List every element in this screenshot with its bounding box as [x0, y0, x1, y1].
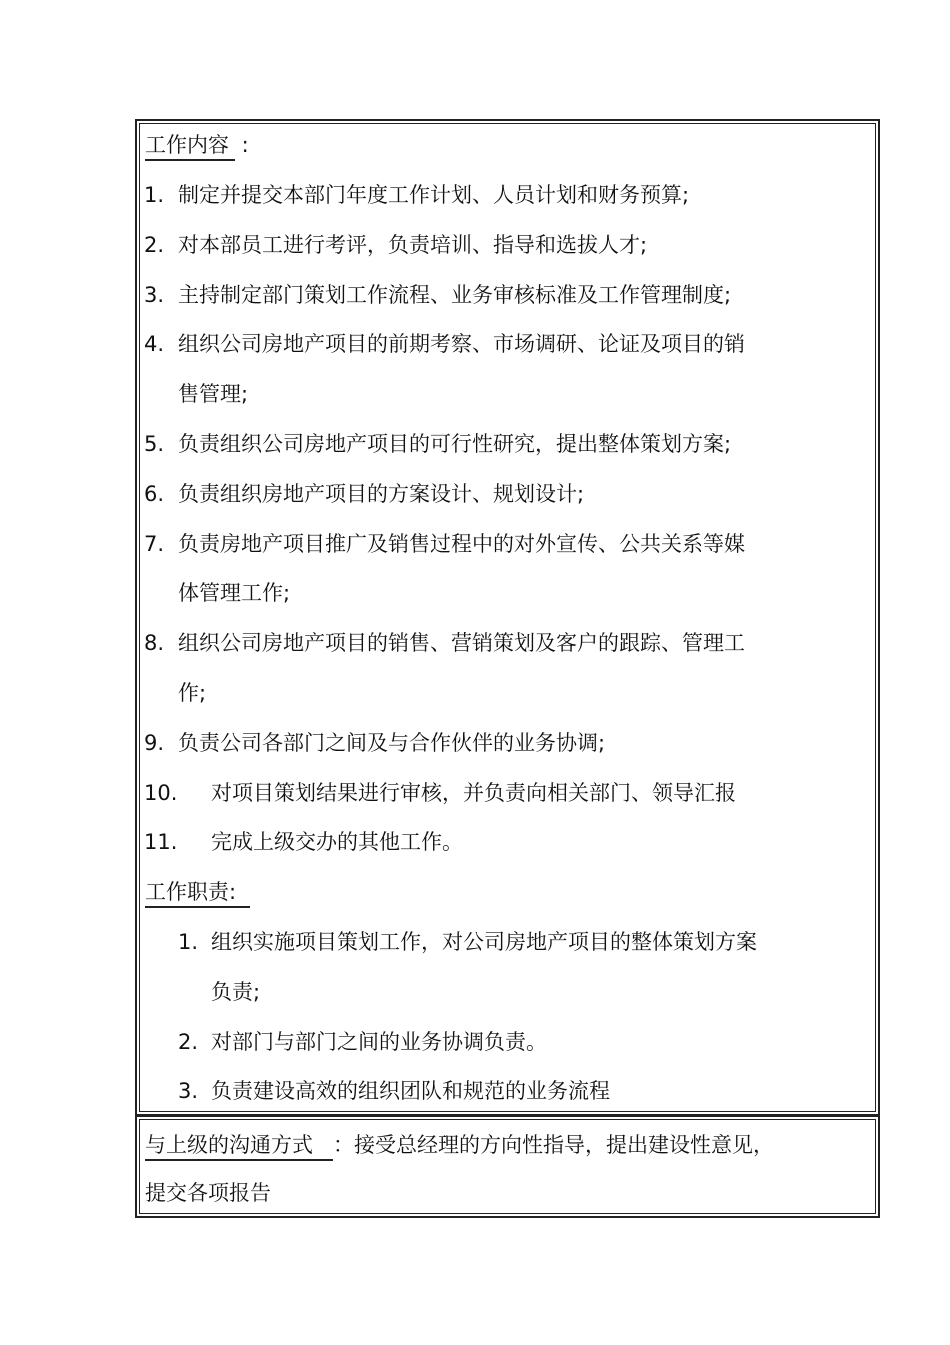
communication-text-line2: 提交各项报告: [145, 1181, 271, 1205]
work-content-section: [135, 119, 880, 1116]
responsibility-number: 3.: [178, 1079, 199, 1104]
work-item-text: 体管理工作;: [178, 581, 291, 606]
communication-text: ：接受总经理的方向性指导，提出建设性意见，: [333, 1133, 774, 1157]
work-item-text: 售管理;: [178, 382, 249, 407]
work-item-number: 9.: [144, 730, 165, 755]
work-item-text: 负责组织房地产项目的方案设计、规划设计;: [178, 481, 585, 506]
responsibilities-heading-text: 工作职责:: [145, 878, 250, 908]
work-content-heading-text: 工作内容: [145, 131, 235, 161]
work-item-text: 完成上级交办的其他工作。: [211, 830, 463, 855]
work-item-text: 对本部员工进行考评，负责培训、指导和选拔人才;: [178, 232, 648, 257]
responsibility-text: 组织实施项目策划工作，对公司房地产项目的整体策划方案: [211, 930, 757, 954]
responsibility-text: 对部门与部门之间的业务协调负责。: [211, 1029, 547, 1054]
work-item-number: 8.: [144, 631, 165, 656]
work-item-text: 作;: [178, 681, 207, 705]
communication-label: 与上级的沟通方式: [145, 1131, 333, 1161]
communication-line: [145, 1130, 774, 1161]
work-item-number: 6.: [144, 481, 165, 506]
work-content-heading-colon: :: [235, 133, 249, 157]
work-item-number: 1.: [144, 183, 165, 207]
work-item-text: 组织公司房地产项目的销售、营销策划及客户的跟踪、管理工: [178, 631, 745, 656]
work-item-number: 4.: [144, 332, 165, 357]
responsibilities-heading: [145, 877, 250, 908]
work-item-text: 主持制定部门策划工作流程、业务审核标准及工作管理制度;: [178, 282, 732, 307]
work-item-text: 负责房地产项目推广及销售过程中的对外宣传、公共关系等媒: [178, 531, 745, 556]
work-item-text: 组织公司房地产项目的前期考察、市场调研、论证及项目的销: [178, 332, 745, 357]
responsibility-text: 负责;: [211, 979, 261, 1004]
work-item-text: 负责公司各部门之间及与合作伙伴的业务协调;: [178, 730, 606, 755]
responsibility-number: 1.: [178, 930, 199, 954]
responsibility-text: 负责建设高效的组织团队和规范的业务流程: [211, 1079, 610, 1104]
work-item-text: 对项目策划结果进行审核，并负责向相关部门、领导汇报: [211, 780, 736, 805]
work-item-number: 3.: [144, 282, 165, 307]
work-item-number: 7.: [144, 531, 165, 556]
work-item-text: 负责组织公司房地产项目的可行性研究，提出整体策划方案;: [178, 432, 732, 456]
work-item-number: 2.: [144, 232, 165, 257]
work-item-text: 制定并提交本部门年度工作计划、人员计划和财务预算;: [178, 183, 690, 207]
work-content-heading: [145, 130, 249, 161]
work-item-number: 11.: [144, 830, 178, 855]
work-item-number: 10.: [144, 780, 178, 805]
work-item-number: 5.: [144, 432, 165, 456]
responsibility-number: 2.: [178, 1029, 199, 1054]
